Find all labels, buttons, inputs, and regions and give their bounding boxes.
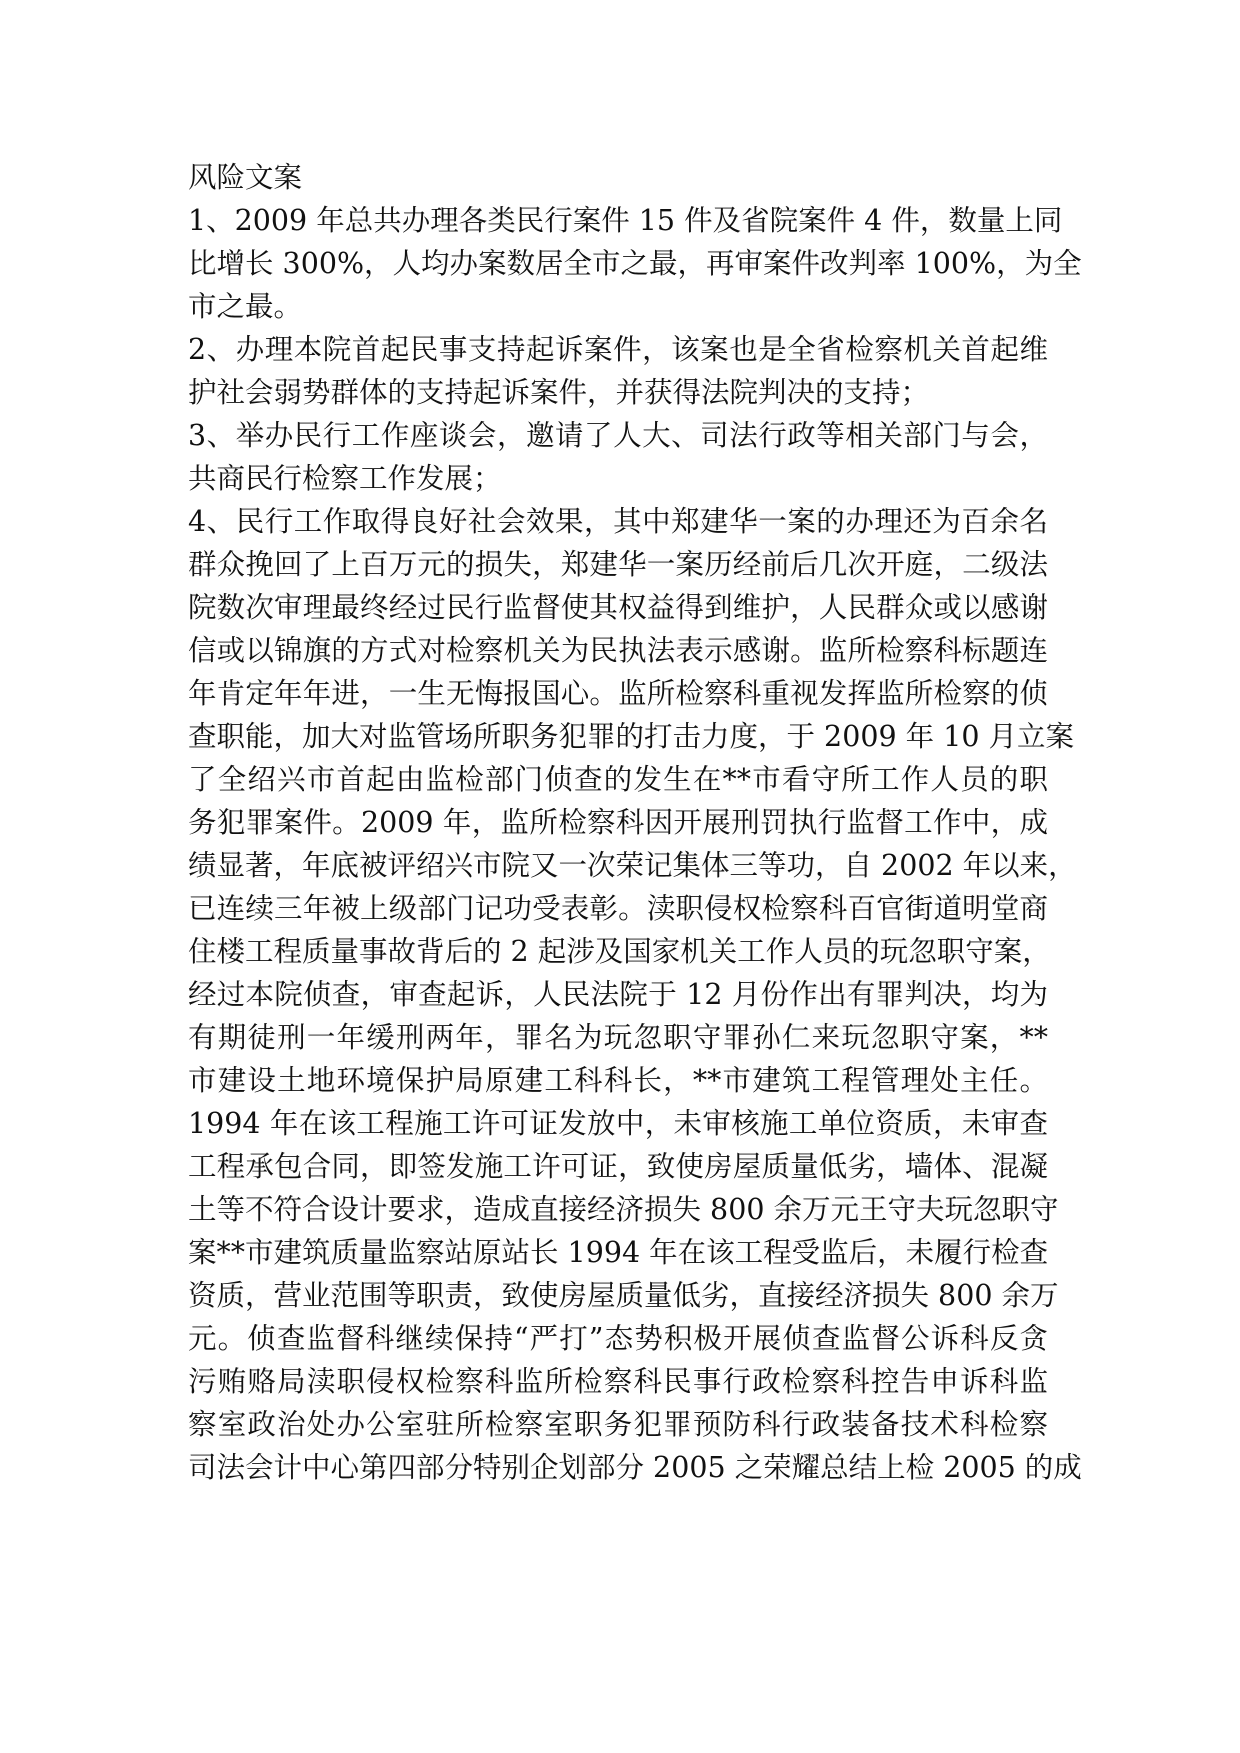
text-line: 群众挽回了上百万元的损失，郑建华一案历经前后几次开庭，二级法	[188, 548, 1048, 581]
text-line: 经过本院侦查，审查起诉，人民法院于 12 月份作出有罪判决，均为	[188, 978, 1048, 1011]
document-body	[188, 156, 1082, 1489]
text-line: 土等不符合设计要求，造成直接经济损失 800 余万元王守夫玩忽职守	[188, 1193, 1059, 1226]
text-line: 年肯定年年进，一生无悔报国心。监所检察科重视发挥监所检察的侦	[188, 677, 1048, 710]
text-line: 污贿赂局渎职侵权检察科监所检察科民事行政检察科控告申诉科监	[188, 1365, 1048, 1398]
document-title: 风险文案	[188, 161, 303, 194]
text-line: 市之最。	[188, 290, 303, 323]
text-line: 院数次审理最终经过民行监督使其权益得到维护，人民群众或以感谢	[188, 591, 1048, 624]
text-line: 了全绍兴市首起由监检部门侦查的发生在**市看守所工作人员的职	[188, 763, 1048, 796]
text-line: 1、2009 年总共办理各类民行案件 15 件及省院案件 4 件，数量上同	[188, 204, 1063, 237]
text-line: 4、民行工作取得良好社会效果，其中郑建华一案的办理还为百余名	[188, 505, 1048, 538]
text-line: 市建设土地环境保护局原建工科科长，**市建筑工程管理处主任。	[188, 1064, 1048, 1097]
text-line: 务犯罪案件。2009 年，监所检察科因开展刑罚执行监督工作中，成	[188, 806, 1048, 839]
text-line: 元。侦查监督科继续保持“严打”态势积极开展侦查监督公诉科反贪	[188, 1322, 1048, 1355]
text-line: 绩显著，年底被评绍兴市院又一次荣记集体三等功，自 2002 年以来，	[188, 849, 1077, 882]
text-line: 共商民行检察工作发展；	[188, 462, 502, 495]
text-line: 住楼工程质量事故背后的 2 起涉及国家机关工作人员的玩忽职守案，	[188, 935, 1051, 968]
text-line: 信或以锦旗的方式对检察机关为民执法表示感谢。监所检察科标题连	[188, 634, 1048, 667]
text-line: 有期徒刑一年缓刑两年，罪名为玩忽职守罪孙仁来玩忽职守案，**	[188, 1021, 1048, 1054]
text-line: 案**市建筑质量监察站原站长 1994 年在该工程受监后，未履行检查	[188, 1236, 1049, 1269]
text-line: 司法会计中心第四部分特别企划部分 2005 之荣耀总结上检 2005 的成	[188, 1451, 1082, 1484]
text-line: 已连续三年被上级部门记功受表彰。渎职侵权检察科百官街道明堂商	[188, 892, 1048, 925]
text-line: 3、举办民行工作座谈会，邀请了人大、司法行政等相关部门与会，	[188, 419, 1048, 452]
text-line: 察室政治处办公室驻所检察室职务犯罪预防科行政装备技术科检察	[188, 1408, 1048, 1441]
text-line: 比增长 300%，人均办案数居全市之最，再审案件改判率 100%，为全	[188, 247, 1082, 280]
text-line: 护社会弱势群体的支持起诉案件，并获得法院判决的支持；	[188, 376, 930, 409]
text-line: 查职能，加大对监管场所职务犯罪的打击力度，于 2009 年 10 月立案	[188, 720, 1075, 753]
text-line: 资质，营业范围等职责，致使房屋质量低劣，直接经济损失 800 余万	[188, 1279, 1059, 1312]
text-line: 工程承包合同，即签发施工许可证，致使房屋质量低劣，墙体、混凝	[188, 1150, 1048, 1183]
text-line: 2、办理本院首起民事支持起诉案件，该案也是全省检察机关首起维	[188, 333, 1048, 366]
text-line: 1994 年在该工程施工许可证发放中，未审核施工单位资质，未审查	[188, 1107, 1048, 1140]
